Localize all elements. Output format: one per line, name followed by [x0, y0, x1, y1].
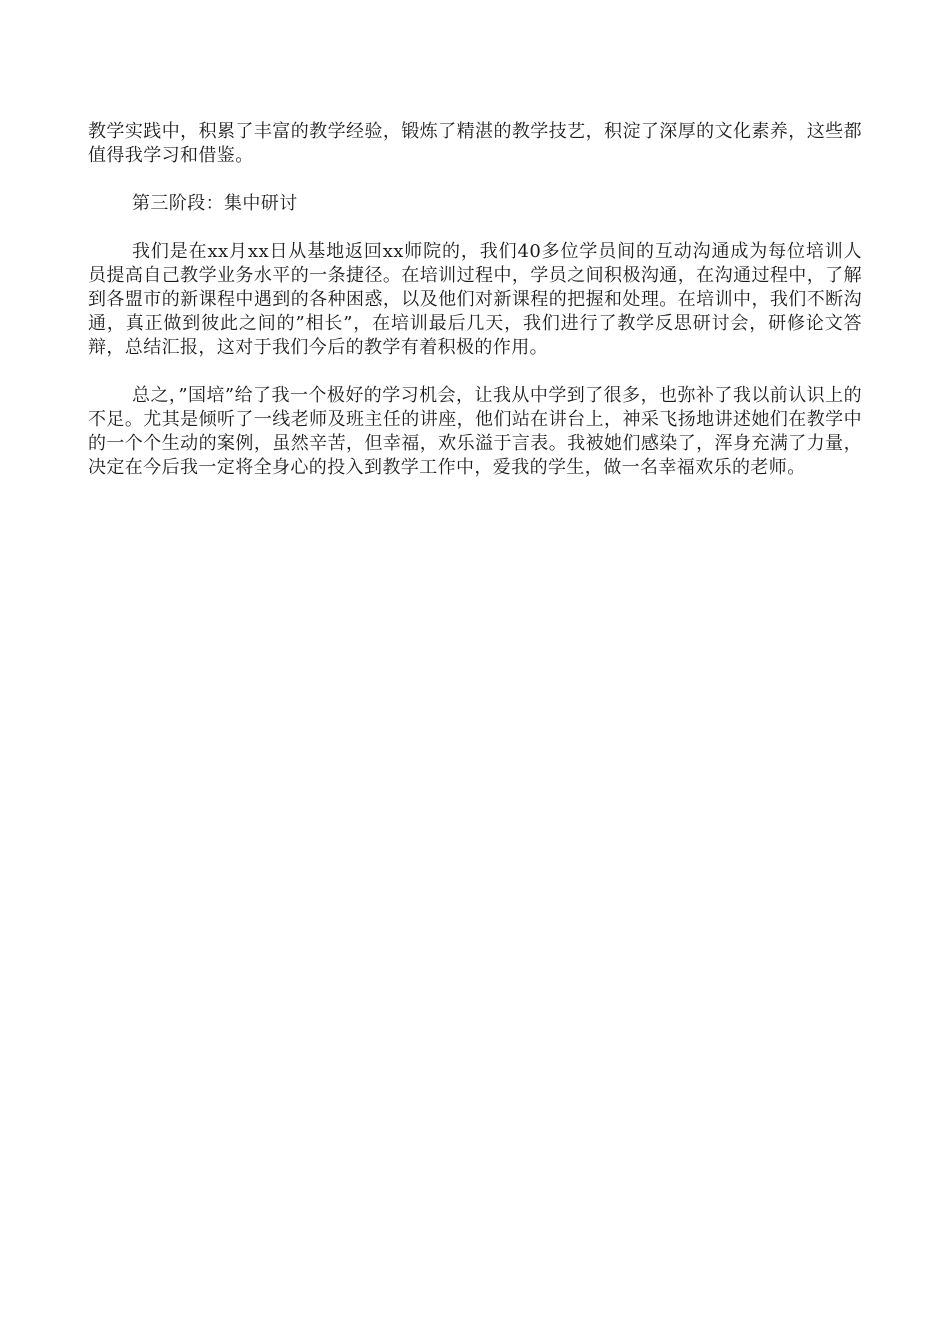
paragraph-conclusion: 总之，”国培”给了我一个极好的学习机会，让我从中学到了很多，也弥补了我以前认识上的不足。尤其是倾听了一线老师及班主任的讲座，他们站在讲台上，神采飞扬地讲述她们在教学中的一个个生动的案例，虽然辛苦，但幸福，欢乐溢于言表。我被她们感染了，浑身充满了力量，决定在今后我一定将全身心的投入到教学工作中，爱我的学生，做一名幸福欢乐的老师。: [88, 385, 862, 478]
section-heading: 第三阶段：集中研讨: [132, 193, 298, 214]
paragraph-research: 我们是在xx月xx日从基地返回xx师院的，我们40多位学员间的互动沟通成为每位培训人员提高自己教学业务水平的一条捷径。在培训过程中，学员之间积极沟通，在沟通过程中，了解到各盟市的新课程中遇到的各种困惑，以及他们对新课程的把握和处理。在培训中，我们不断沟通，真正做到彼此之间的”相长”，在培训最后几天，我们进行了教学反思研讨会，研修论文答辩，总结汇报，这对于我们今后的教学有着积极的作用。: [88, 241, 862, 358]
document-body: [88, 120, 862, 504]
paragraph-continuation: 教学实践中，积累了丰富的教学经验，锻炼了精湛的教学技艺，积淀了深厚的文化素养，这些都值得我学习和借鉴。: [88, 121, 862, 166]
